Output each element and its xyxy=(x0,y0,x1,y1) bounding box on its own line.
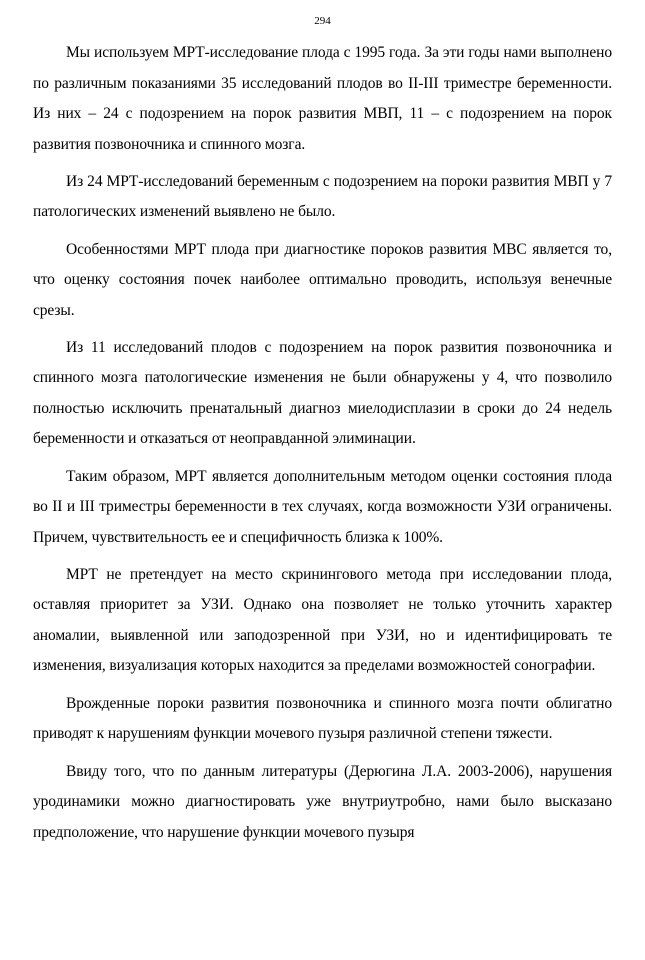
paragraph-mvp-results: Из 24 МРТ-исследований беременным с подозрением на пороки развития МВП у 7 патологических изменений выявлено не было. xyxy=(33,172,612,221)
paragraph-bladder-dysfunction: Врожденные пороки развития позвоночника и спинного мозга почти облигатно приводят к нарушениям функции мочевого пузыря различной степени тяжести. xyxy=(33,694,612,743)
paragraph-mrt-usage: Мы используем МРТ-исследование плода с 1995 года. За эти годы нами выполнено по различным показаниями 35 исследований плодов во II-III триместре беременности. Из них – 24 с подозрением на порок развития МВП, 11 – с подозрением на порок развития позвоночника и спинного мозга. xyxy=(33,44,612,153)
paragraph-spine-results: Из 11 исследований плодов с подозрением на порок развития позвоночника и спинного мозга патологические изменения не были обнаружены у 4, что позволило полностью исключить пренатальный диагноз миелодисплазии в сроки до 24 недель беременности и отказаться от неоправданной элиминации. xyxy=(33,338,612,448)
body-text xyxy=(33,38,612,855)
paragraph-mvs-features: Особенностями МРТ плода при диагностике пороков развития МВС является то, что оценку состояния почек наиболее оптимально проводить, используя венечные срезы. xyxy=(33,240,612,319)
paragraph-conclusion: Таким образом, МРТ является дополнительным методом оценки состояния плода во II и III триместры беременности в тех случаях, когда возможности УЗИ ограничены. Причем, чувствительность ее и специфичность близка к 100%. xyxy=(33,467,612,546)
paragraph-urodynamics: Ввиду того, что по данным литературы (Дерюгина Л.А. 2003-2006), нарушения уродинамики можно диагностировать уже внутриутробно, нами было высказано предположение, что нарушение функции мочевого пузыря xyxy=(33,762,612,841)
page-number: 294 xyxy=(314,15,331,27)
paragraph-screening-role: МРТ не претендует на место скринингового метода при исследовании плода, оставляя приоритет за УЗИ. Однако она позволяет не только уточнить характер аномалии, выявленной или заподозренной при УЗИ, но и идентифицировать те изменения, визуализация которых находится за пределами возможностей сонографии. xyxy=(33,565,612,675)
